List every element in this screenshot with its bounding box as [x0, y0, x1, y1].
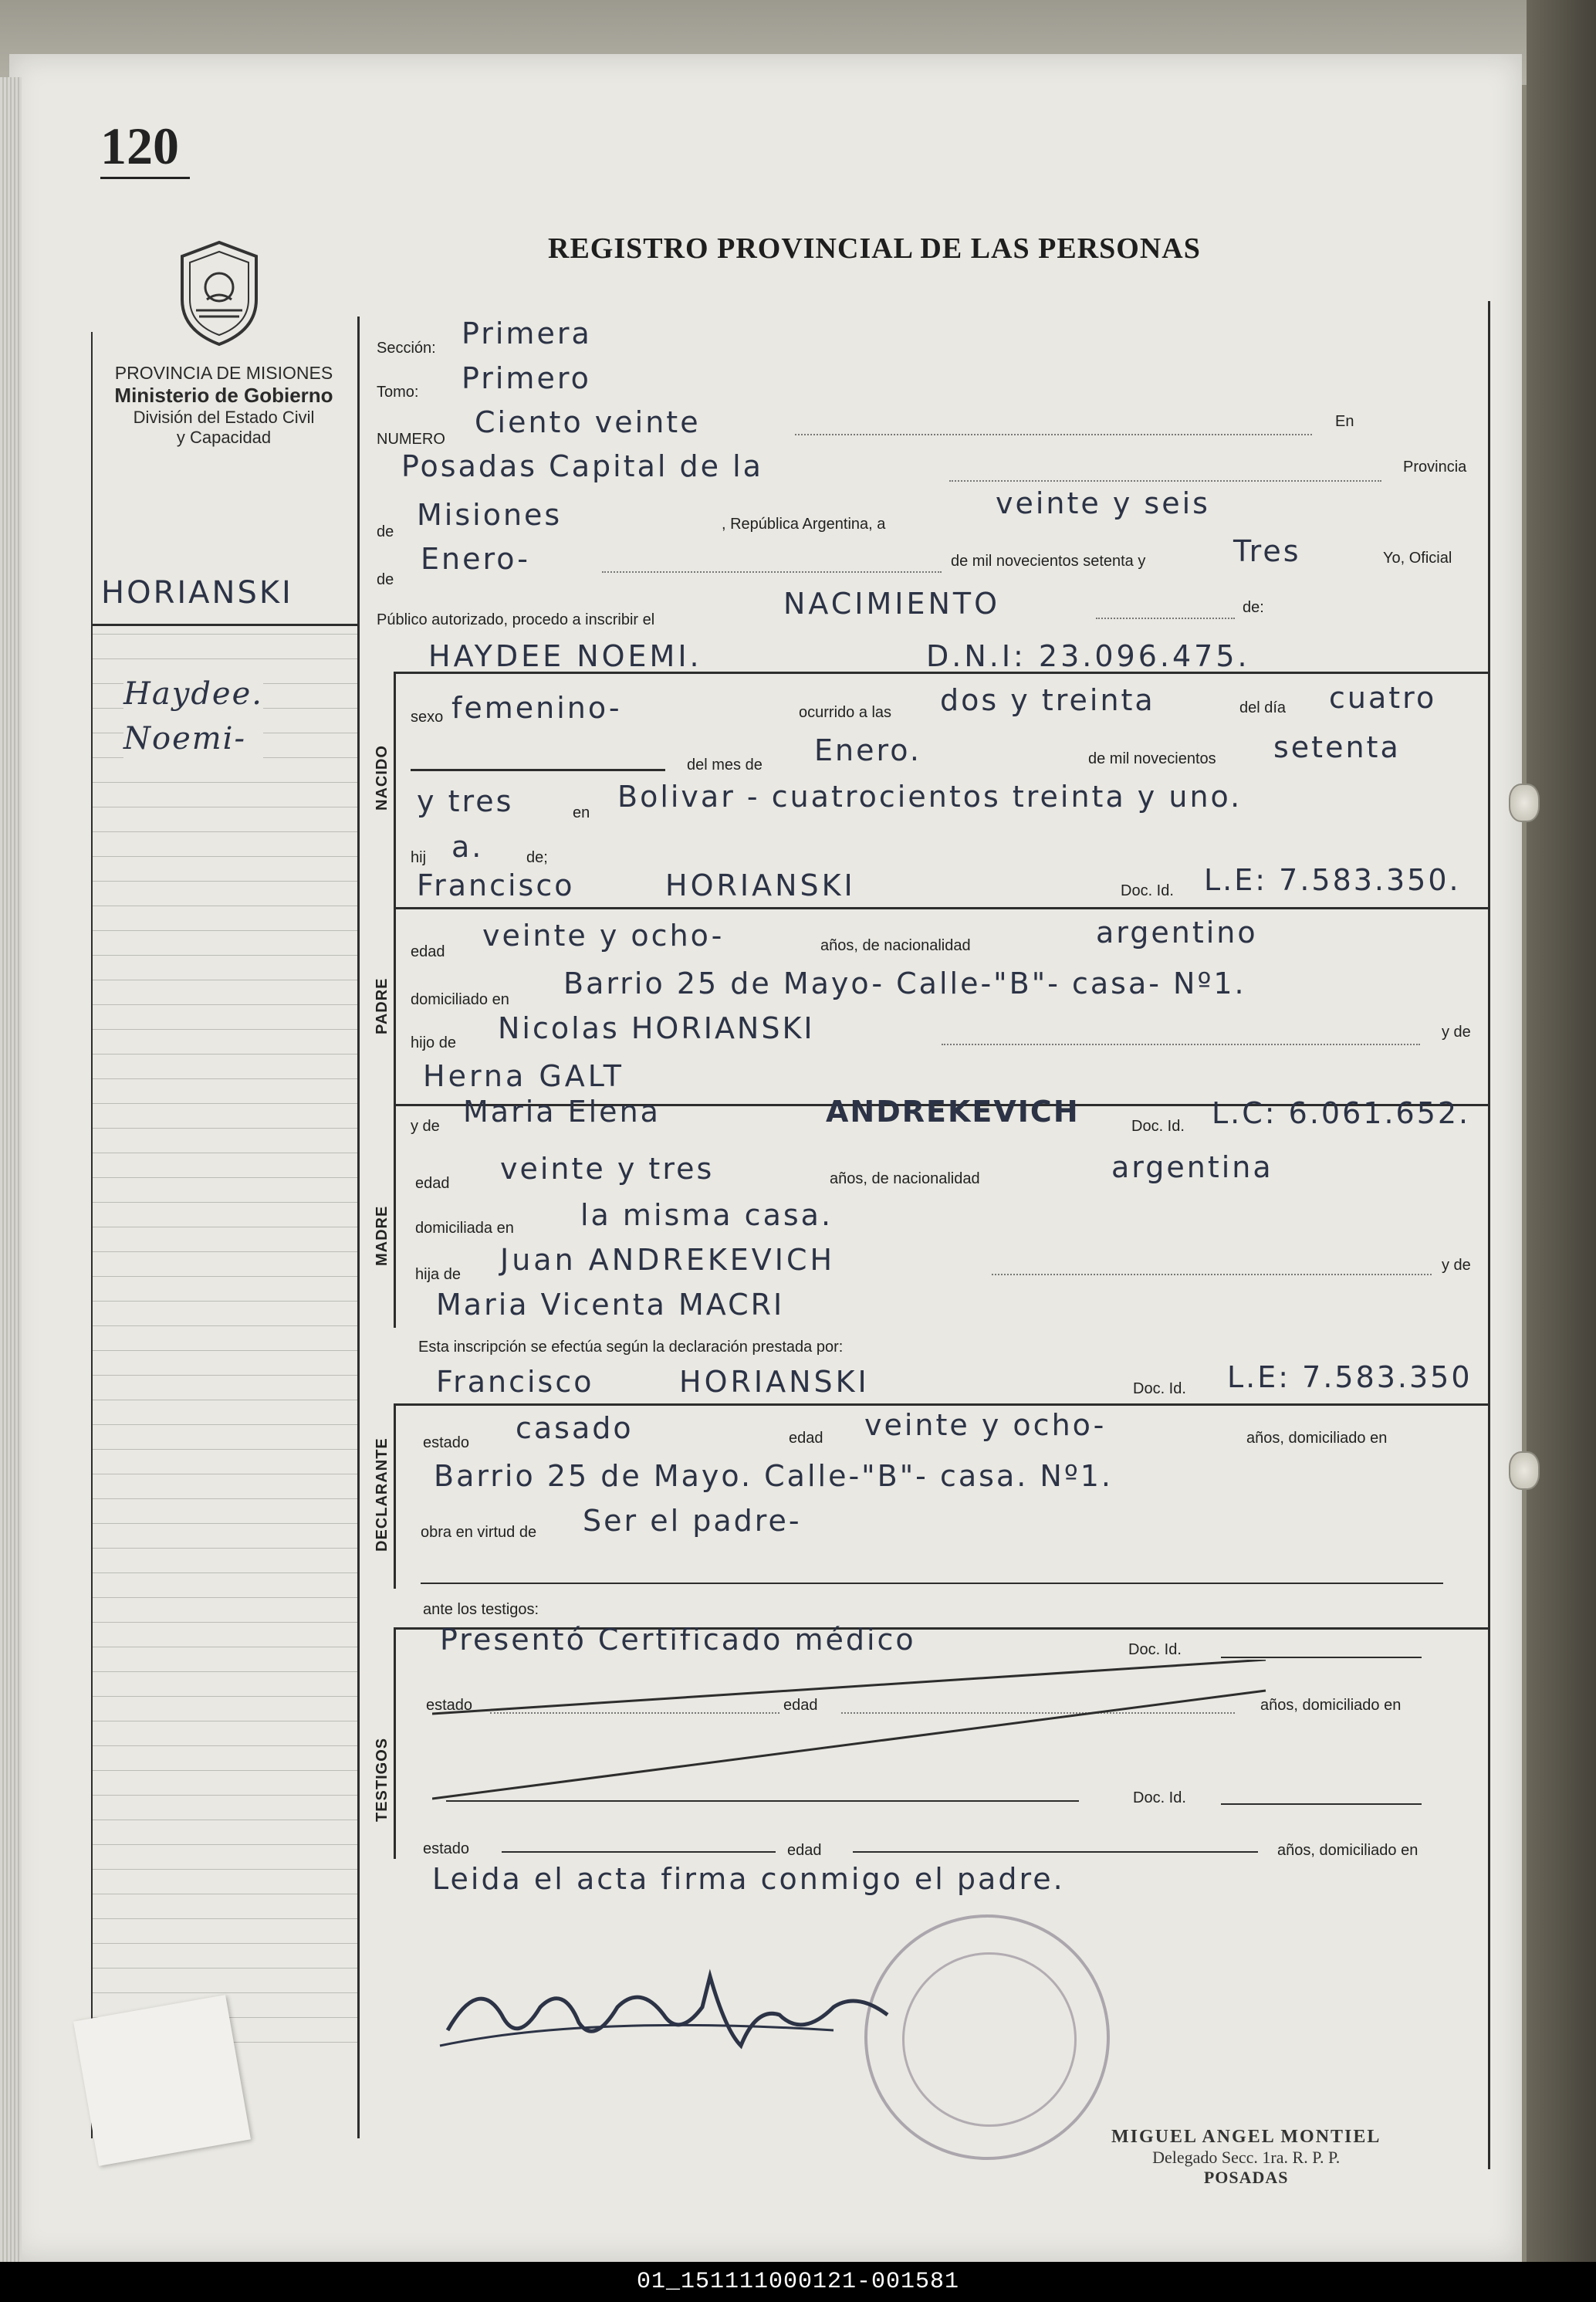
lugar-en-label: en	[573, 804, 590, 821]
lugar-dotted-line	[949, 480, 1381, 482]
madre-apellido: ANDREKEVICH	[826, 1095, 1080, 1129]
madre-nacionalidad-value: argentina	[1111, 1150, 1273, 1184]
official-place: POSADAS	[1203, 2168, 1289, 2187]
registry-title: REGISTRO PROVINCIAL DE LAS PERSONAS	[548, 232, 1201, 265]
scan-footer: 01_151111000121-001581	[0, 2262, 1596, 2302]
madre-y-de2-label: y de	[1442, 1257, 1471, 1274]
testigos-ante-label: ante los testigos:	[423, 1601, 539, 1618]
tomo-value: Primero	[462, 361, 591, 395]
official-name: MIGUEL ANGEL MONTIEL	[1111, 2127, 1381, 2147]
given-line-2: Noemi-	[123, 721, 246, 757]
padre-nombre: Francisco	[417, 868, 575, 902]
binder-spine	[1527, 0, 1596, 2262]
nacido-bracket	[394, 672, 396, 907]
seccion-label: Sección:	[377, 340, 436, 357]
padre-y-de-label: y de	[1442, 1024, 1471, 1041]
madre-y-de-label: y de	[411, 1118, 440, 1135]
declarante-edad-value: veinte y ocho-	[864, 1408, 1107, 1442]
madre-edad-value: veinte y tres	[500, 1152, 715, 1186]
official-block	[1111, 2127, 1381, 2188]
nacido-nombre: HAYDEE NOEMI.	[428, 639, 702, 673]
seccion-value: Primera	[462, 317, 592, 350]
anio-label: de mil novecientos setenta y	[951, 553, 1146, 570]
margin-left-border	[91, 332, 93, 2138]
tipo-acta-value: NACIMIENTO	[783, 587, 1001, 621]
nacido-mes-label: del mes de	[687, 757, 762, 774]
provincia-value: Misiones	[417, 498, 563, 532]
signature-francisco	[432, 1961, 895, 2069]
tipo-dotted-line	[1096, 618, 1235, 619]
given-line-1: Haydee.	[123, 676, 263, 712]
margin-given-names	[123, 672, 263, 761]
margin-divider	[91, 624, 357, 626]
declarante-obra-label: obra en virtud de	[421, 1524, 537, 1541]
testigo1-dom-label: años, domiciliado en	[1260, 1697, 1402, 1714]
padre-hijo-dotted-line	[942, 1044, 1420, 1045]
padre-madre-value: Herna GALT	[423, 1059, 624, 1093]
declarante-intro: Esta inscripción se efectúa según la declaración prestada por:	[418, 1339, 844, 1356]
madre-dom-label: domiciliada en	[415, 1220, 514, 1237]
padre-dom-label: domiciliado en	[411, 991, 509, 1008]
testigo2-doc-label: Doc. Id.	[1133, 1789, 1186, 1806]
declarante-nombre: Francisco	[436, 1365, 594, 1399]
padre-nacionalidad-value: argentino	[1096, 916, 1258, 950]
declarante-top-rule	[394, 1403, 1488, 1406]
testigos-section-label: TESTIGOS	[374, 1737, 391, 1822]
declarante-bracket	[394, 1403, 396, 1589]
ocurrido-label: ocurrido a las	[799, 704, 892, 721]
registry-stamp	[864, 1914, 1110, 2160]
declarante-doc-label: Doc. Id.	[1133, 1380, 1186, 1397]
binder-ring-icon	[1509, 1451, 1540, 1490]
nacido-dni: D.N.I: 23.096.475.	[926, 639, 1250, 673]
padre-nac-label: años, de nacionalidad	[820, 937, 971, 954]
testigos-bracket	[394, 1627, 396, 1859]
official-role: Delegado Secc. 1ra. R. P. P.	[1152, 2148, 1341, 2167]
declarante-dom-label: años, domiciliado en	[1246, 1430, 1388, 1447]
hora-value: dos y treinta	[940, 683, 1155, 717]
republica-label: , República Argentina, a	[722, 516, 886, 533]
tomo-label: Tomo:	[377, 384, 419, 401]
testigo2-estado-label: estado	[423, 1840, 470, 1857]
provincial-seal-icon	[176, 239, 262, 347]
registry-stamp-inner	[902, 1952, 1077, 2127]
testigo1-doc-line	[1221, 1657, 1422, 1658]
testigo1-doc-label: Doc. Id.	[1128, 1641, 1182, 1658]
declarante-domicilio-value: Barrio 25 de Mayo. Calle-"B"- casa. Nº1.	[434, 1459, 1113, 1493]
lugar-value: Posadas Capital de la	[401, 449, 763, 483]
dia-value: cuatro	[1329, 681, 1437, 715]
padre-padre-value: Nicolas HORIANSKI	[498, 1011, 815, 1045]
madre-hija-dotted-line	[992, 1274, 1432, 1275]
sexo-label: sexo	[411, 709, 444, 726]
mes-value: Enero-	[421, 542, 530, 576]
padre-hijo-label: hijo de	[411, 1034, 456, 1051]
nacido-section-label: NACIDO	[374, 745, 391, 811]
madre-doc-value: L.C: 6.061.652.	[1212, 1096, 1471, 1130]
nacido-anio-label: de mil novecientos	[1088, 750, 1216, 767]
dia-cont-rule	[411, 769, 665, 771]
padre-edad-value: veinte y ocho-	[482, 919, 725, 953]
folded-corner	[73, 1995, 251, 2166]
hij-de-label: de;	[526, 849, 548, 866]
declarante-blank-line	[421, 1583, 1443, 1584]
testigo1-value: Presentó Certificado médico	[440, 1623, 916, 1657]
madre-section-label: MADRE	[374, 1205, 391, 1266]
en-label: En	[1335, 413, 1354, 430]
madre-doc-label: Doc. Id.	[1131, 1118, 1185, 1135]
declarante-estado-value: casado	[516, 1411, 634, 1445]
page-edges	[0, 77, 22, 2262]
padre-doc-value: L.E: 7.583.350.	[1204, 863, 1461, 897]
mes-label: de	[377, 571, 394, 588]
madre-edad-label: edad	[415, 1175, 450, 1192]
madre-nac-label: años, de nacionalidad	[830, 1170, 980, 1187]
madre-hija-label: hija de	[415, 1266, 461, 1283]
declarante-doc-value: L.E: 7.583.350	[1227, 1360, 1473, 1394]
testigo2-edad-label: edad	[787, 1842, 822, 1859]
form-left-border	[357, 317, 360, 2138]
padre-apellido: HORIANSKI	[665, 868, 856, 902]
de-label: de	[377, 523, 394, 540]
numero-value: Ciento veinte	[475, 405, 701, 439]
padre-bracket	[394, 907, 396, 1104]
padre-domicilio-value: Barrio 25 de Mayo- Calle-"B"- casa- Nº1.	[563, 967, 1246, 1000]
declarante-apellido: HORIANSKI	[679, 1365, 870, 1399]
nacido-lugar-value: Bolivar - cuatrocientos treinta y uno.	[617, 780, 1243, 814]
testigo2-dom-label: años, domiciliado en	[1277, 1842, 1418, 1859]
dia-label: del día	[1239, 699, 1287, 716]
ministry-name: Ministerio de Gobierno	[114, 384, 333, 407]
division-line-1: División del Estado Civil	[133, 408, 315, 427]
madre-nombre: Maria Elena	[463, 1095, 661, 1129]
declarante-edad-label: edad	[789, 1430, 823, 1447]
closing-statement: Leida el acta firma conmigo el padre.	[432, 1862, 1065, 1896]
madre-domicilio-value: la misma casa.	[580, 1198, 834, 1232]
nacido-anio-cont: y tres	[417, 784, 514, 818]
de2-label: de:	[1243, 599, 1264, 616]
fecha-dia-value: veinte y seis	[996, 486, 1210, 520]
division-line-2: y Capacidad	[176, 428, 272, 447]
testigo2-estado-line	[502, 1851, 776, 1853]
numero-dotted-line	[795, 434, 1312, 435]
inscribir-label: Público autorizado, procedo a inscribir el	[377, 611, 655, 628]
testigo1-edad-label: edad	[783, 1697, 818, 1714]
mes-dotted-line	[602, 571, 942, 573]
declarante-obra-value: Ser el padre-	[583, 1504, 802, 1538]
margin-ruled-area	[91, 610, 357, 2046]
madre-padre-value: Juan ANDREKEVICH	[500, 1243, 836, 1277]
issuing-office	[89, 363, 359, 448]
declarante-section-label: DECLARANTE	[374, 1437, 391, 1552]
padre-top-rule	[394, 907, 1488, 909]
oficial-label: Yo, Oficial	[1383, 550, 1452, 567]
madre-bracket	[394, 1104, 396, 1328]
numero-label: NUMERO	[377, 431, 445, 448]
sexo-value: femenino-	[451, 691, 622, 725]
anio-value: Tres	[1233, 534, 1301, 568]
padre-section-label: PADRE	[374, 977, 391, 1034]
province-name: PROVINCIA DE MISIONES	[114, 363, 333, 383]
hij-label: hij	[411, 849, 427, 866]
margin-surname: HORIANSKI	[96, 575, 298, 611]
padre-edad-label: edad	[411, 943, 445, 960]
binder-ring-icon	[1509, 784, 1540, 822]
cancel-strike-lines	[432, 1660, 1281, 1814]
form-right-border	[1488, 301, 1490, 2169]
nacido-anio-value: setenta	[1273, 730, 1401, 764]
madre-madre-value: Maria Vicenta MACRI	[436, 1288, 785, 1322]
testigo2-edad-line	[853, 1851, 1258, 1853]
testigo1-estado-label: estado	[426, 1697, 473, 1714]
hij-value: a.	[451, 830, 484, 864]
declarante-estado-label: estado	[423, 1434, 470, 1451]
page-number: 120	[100, 116, 190, 179]
padre-doc-label: Doc. Id.	[1121, 882, 1174, 899]
nacido-mes-value: Enero.	[814, 733, 921, 767]
provincia-label: Provincia	[1403, 459, 1467, 476]
